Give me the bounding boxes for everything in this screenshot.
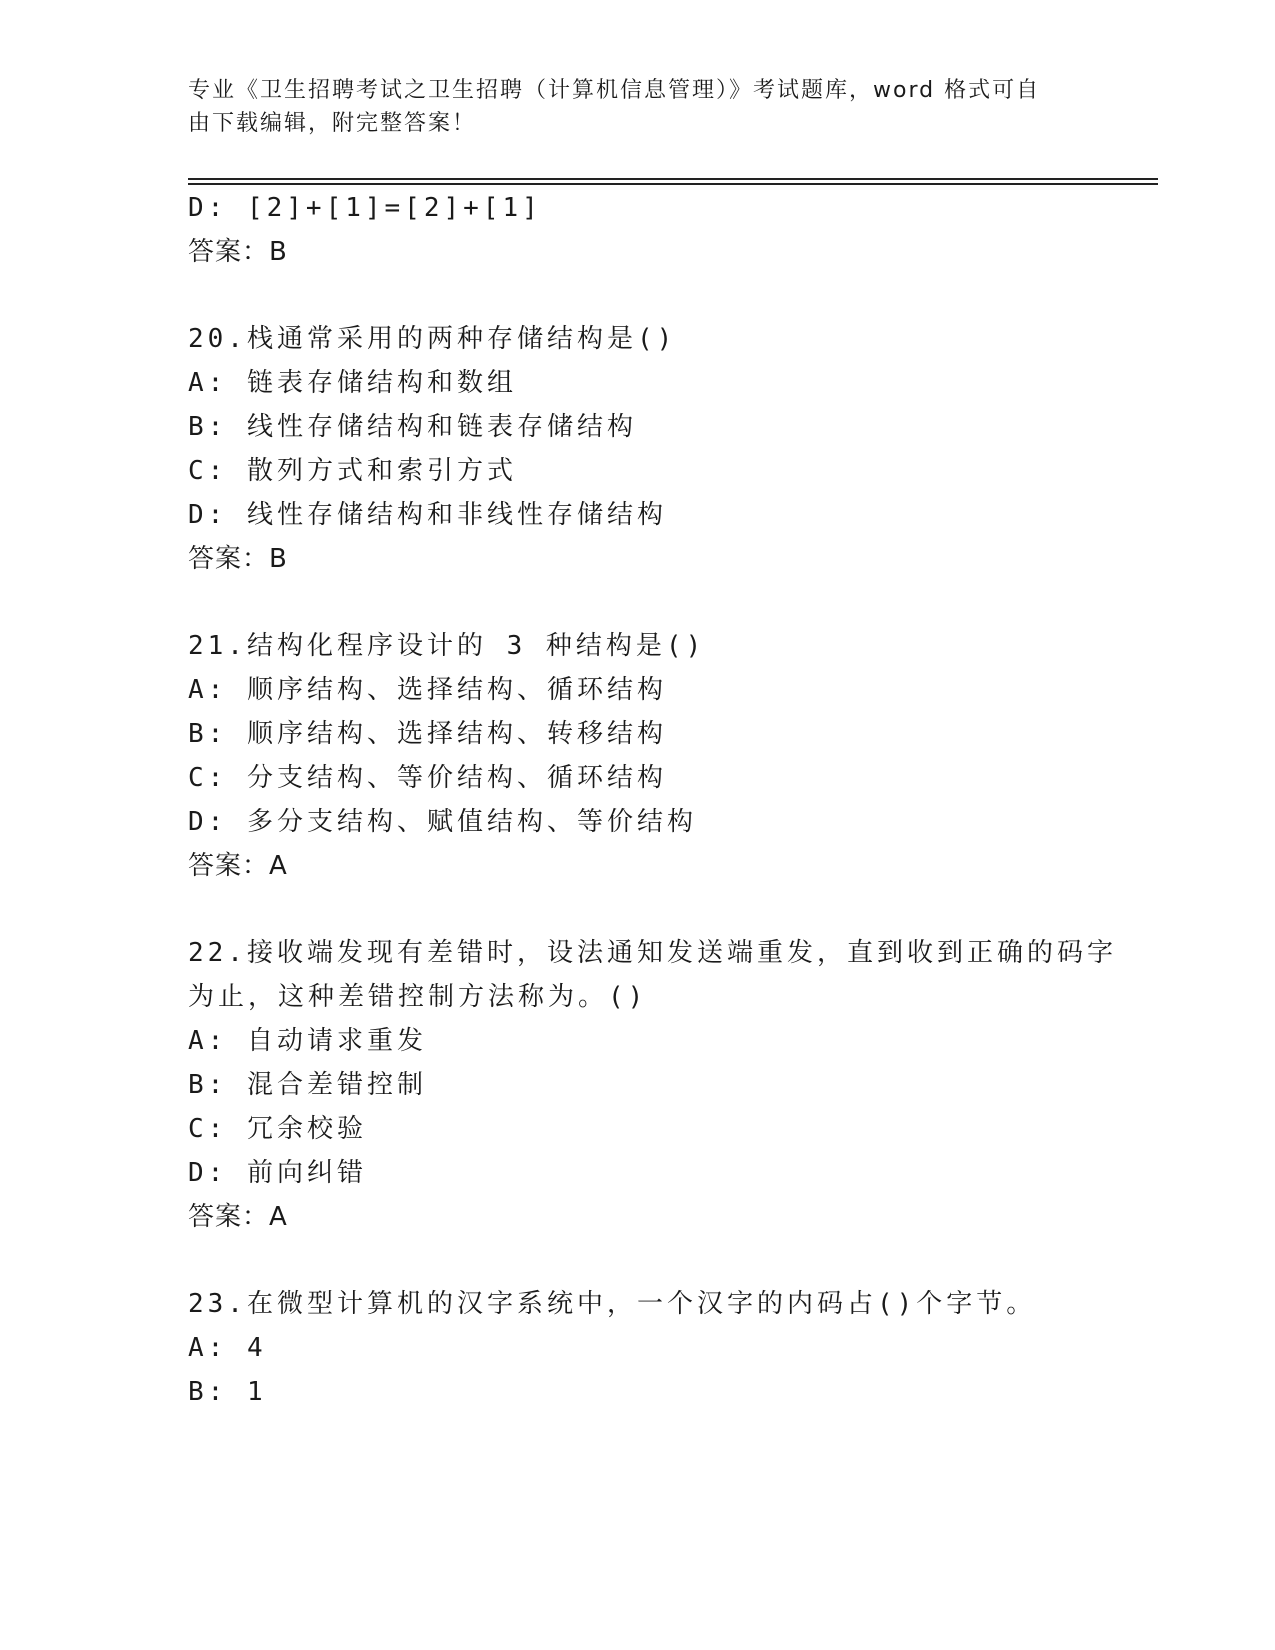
q22-question-line-1: 22.接收端发现有差错时，设法通知发送端重发，直到收到正确的码字 [188, 938, 1117, 968]
header-line-2: 由下载编辑，附完整答案！ [188, 111, 477, 136]
q22-option-c: C: 冗余校验 [188, 1114, 367, 1144]
q23-option-b: B: 1 [188, 1377, 267, 1407]
q20-option-c: C: 散列方式和索引方式 [188, 456, 517, 486]
q21-option-d: D: 多分支结构、赋值结构、等价结构 [188, 807, 697, 837]
q22-option-b: B: 混合差错控制 [188, 1070, 427, 1100]
q20-option-b: B: 线性存储结构和链表存储结构 [188, 412, 637, 442]
q21-answer: 答案：A [188, 851, 288, 881]
q22-option-d: D: 前向纠错 [188, 1158, 367, 1188]
prev-answer: 答案：B [188, 237, 288, 267]
header-line-1: 专业《卫生招聘考试之卫生招聘（计算机信息管理）》考试题库，word 格式可自 [188, 78, 1041, 103]
document-header [188, 74, 1078, 140]
q21-option-c: C: 分支结构、等价结构、循环结构 [188, 763, 667, 793]
q21-option-a: A: 顺序结构、选择结构、循环结构 [188, 675, 667, 705]
q23-question: 23.在微型计算机的汉字系统中，一个汉字的内码占()个字节。 [188, 1289, 1037, 1319]
prev-option-d: D: [2]+[1]=[2]+[1] [188, 193, 542, 223]
header-divider-top [188, 178, 1158, 180]
q20-question: 20.栈通常采用的两种存储结构是() [188, 324, 677, 354]
q20-option-a: A: 链表存储结构和数组 [188, 368, 517, 398]
q21-question: 21.结构化程序设计的 3 种结构是() [188, 631, 706, 661]
q22-option-a: A: 自动请求重发 [188, 1026, 427, 1056]
q21-option-b: B: 顺序结构、选择结构、转移结构 [188, 719, 667, 749]
q22-answer: 答案：A [188, 1202, 288, 1232]
q20-answer: 答案：B [188, 544, 288, 574]
q22-question-line-2: 为止，这种差错控制方法称为。() [188, 982, 648, 1012]
q23-option-a: A: 4 [188, 1333, 267, 1363]
q20-option-d: D: 线性存储结构和非线性存储结构 [188, 500, 667, 530]
header-divider-bottom [188, 183, 1158, 185]
